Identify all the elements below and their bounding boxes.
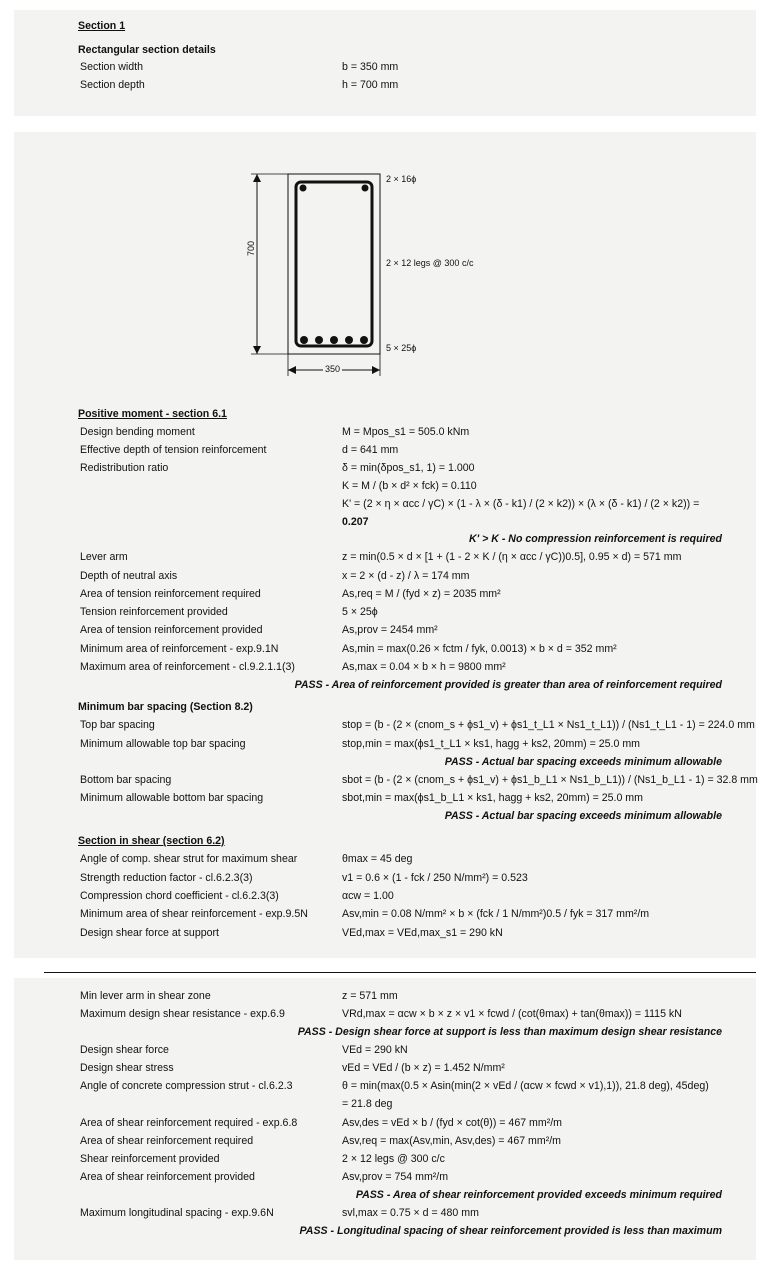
row-value: svl,max = 0.75 × d = 480 mm <box>342 1207 479 1219</box>
section-diagram <box>240 166 390 382</box>
row-label: Minimum allowable bottom bar spacing <box>80 792 264 804</box>
row-label: Shear reinforcement provided <box>80 1153 220 1165</box>
shear-link <box>296 182 372 346</box>
row-label: Area of shear reinforcement required - exp.6.8 <box>80 1117 298 1129</box>
tension-provided-row <box>80 604 740 620</box>
width-arrow-left <box>288 366 296 374</box>
row-value: M = Mpos_s1 = 505.0 kNm <box>342 426 470 438</box>
row-label: Compression chord coefficient - cl.6.2.3(3) <box>80 890 279 902</box>
row-label: Redistribution ratio <box>80 462 169 474</box>
row-value: 2 × 12 legs @ 300 c/c <box>342 1153 445 1165</box>
row-label: Area of shear reinforcement provided <box>80 1171 255 1183</box>
bottom-bar <box>330 336 338 344</box>
row-label: Section width <box>80 61 144 73</box>
row-label: Min lever arm in shear zone <box>80 990 211 1002</box>
min-lever-arm-row <box>80 988 740 1004</box>
as-req-row <box>80 586 740 602</box>
section1-subtitle: Rectangular section details <box>78 44 216 56</box>
row-value: stop,min = max(ϕs1_t_L1 × ks1, hagg + ks2, 20mm) = 25.0 mm <box>342 738 640 750</box>
row-value: vEd = VEd / (b × z) = 1.452 N/mm² <box>342 1062 505 1074</box>
bottom-min-spacing-row <box>80 790 740 806</box>
depth-arrow-bottom <box>253 346 261 354</box>
links-label: 2 × 12 legs @ 300 c/c <box>386 258 474 268</box>
chord-coeff-row <box>80 888 740 904</box>
row-value: δ = min(δpos_s1, 1) = 1.000 <box>342 462 475 474</box>
row-label: Strength reduction factor - cl.6.2.3(3) <box>80 872 253 884</box>
row-label: Design shear stress <box>80 1062 174 1074</box>
row-value: sbot = (b - (2 × (cnom_s + ϕs1_v) + ϕs1_b_L1 × Ns1_b_L1)) / (Ns1_b_L1 - 1) = 32.8 mm <box>342 774 758 786</box>
row-label: Design bending moment <box>80 426 195 438</box>
row-label: Maximum longitudinal spacing - exp.9.6N <box>80 1207 274 1219</box>
shear-title: Section in shear (section 6.2) <box>78 835 225 847</box>
row-value: αcw = 1.00 <box>342 890 394 902</box>
asv-min-row <box>80 906 740 922</box>
strut-angle-row <box>80 1078 740 1094</box>
row-value: VEd = 290 kN <box>342 1044 408 1056</box>
design-shear-force-row <box>80 1042 740 1058</box>
row-label: Angle of concrete compression strut - cl.6.2.3 <box>80 1080 293 1092</box>
row-value: As,max = 0.04 × b × h = 9800 mm² <box>342 661 506 673</box>
row-label: Area of tension reinforcement provided <box>80 624 263 636</box>
shear-reinf-verdict: PASS - Area of shear reinforcement provided exceeds minimum required <box>355 1189 722 1201</box>
bottom-bars-label: 5 × 25ϕ <box>386 343 417 353</box>
row-value: v1 = 0.6 × (1 - fck / 250 N/mm²) = 0.523 <box>342 872 528 884</box>
row-value: z = 571 mm <box>342 990 398 1002</box>
top-spacing-row <box>80 717 755 733</box>
as-prov-row <box>80 622 740 638</box>
effective-depth-row <box>80 442 740 458</box>
concrete-outline <box>288 174 380 354</box>
row-value: x = 2 × (d - z) / λ = 174 mm <box>342 570 470 582</box>
row-label: Maximum area of reinforcement - cl.9.2.1.1(3) <box>80 661 295 673</box>
row-label: Top bar spacing <box>80 719 155 731</box>
row-value: As,req = M / (fyd × z) = 2035 mm² <box>342 588 501 600</box>
top-spacing-verdict: PASS - Actual bar spacing exceeds minimum allowable <box>444 756 722 768</box>
theta-max-row <box>80 851 740 867</box>
row-label: Maximum design shear resistance - exp.6.9 <box>80 1008 285 1020</box>
row-label: Tension reinforcement provided <box>80 606 228 618</box>
row-value: As,min = max(0.26 × fctm / fyk, 0.0013) × b × d = 352 mm² <box>342 643 617 655</box>
k-dash-line2: 0.207 <box>342 516 369 528</box>
row-value: As,prov = 2454 mm² <box>342 624 438 636</box>
bottom-bar <box>360 336 368 344</box>
row-label: Minimum area of reinforcement - exp.9.1N <box>80 643 279 655</box>
row-label: Angle of comp. shear strut for maximum shear <box>80 853 298 865</box>
row-value: θ = min(max(0.5 × Asin(min(2 × vEd / (αcw × fcwd × v1),1)), 21.8 deg), 45deg) <box>342 1080 709 1092</box>
bottom-spacing-verdict: PASS - Actual bar spacing exceeds minimum allowable <box>444 810 722 822</box>
as-max-row <box>80 659 740 675</box>
k-verdict: K' > K - No compression reinforcement is required <box>468 533 722 545</box>
row-value: Asv,req = max(Asv,min, Asv,des) = 467 mm²/m <box>342 1135 561 1147</box>
top-min-spacing-row <box>80 736 740 752</box>
strength-reduction-row <box>80 870 740 886</box>
row-label: Minimum area of shear reinforcement - exp.9.5N <box>80 908 308 920</box>
section1-card <box>14 10 756 116</box>
as-min-row <box>80 641 740 657</box>
asv-prov-row <box>80 1169 740 1185</box>
page-break-line <box>44 972 756 973</box>
row-value: stop = (b - (2 × (cnom_s + ϕs1_v) + ϕs1_t_L1 × Ns1_t_L1)) / (Ns1_t_L1 - 1) = 224.0 mm <box>342 719 755 731</box>
top-bar <box>300 185 307 192</box>
row-label: Design shear force <box>80 1044 169 1056</box>
moment-row <box>80 424 740 440</box>
neutral-axis-row <box>80 568 740 584</box>
max-long-spacing-row <box>80 1205 740 1221</box>
asv-req-row <box>80 1133 740 1149</box>
row-value: θmax = 45 deg <box>342 853 413 865</box>
row-value: Asv,min = 0.08 N/mm² × b × (fck / 1 N/mm²)0.5 / fyk = 317 mm²/m <box>342 908 650 920</box>
row-value: 5 × 25ϕ <box>342 606 378 618</box>
k-dash-line1: K' = (2 × η × αcc / γC) × (1 - λ × (δ - k1) / (2 × k2)) × (λ × (δ - k1) / (2 × k2)) = <box>342 498 700 510</box>
bar-spacing-title: Minimum bar spacing (Section 8.2) <box>78 701 253 713</box>
redistribution-row <box>80 460 740 476</box>
asv-des-row <box>80 1115 740 1131</box>
row-label: Depth of neutral axis <box>80 570 178 582</box>
section-depth-row <box>80 77 740 93</box>
row-label: Design shear force at support <box>80 927 219 939</box>
row-value: VRd,max = αcw × b × z × v1 × fcwd / (cot(θmax) + tan(θmax)) = 1115 kN <box>342 1008 682 1020</box>
shear-reinf-provided-row <box>80 1151 740 1167</box>
long-spacing-verdict: PASS - Longitudinal spacing of shear reinforcement provided is less than maximum <box>299 1225 722 1237</box>
row-label: Area of shear reinforcement required <box>80 1135 254 1147</box>
depth-arrow-top <box>253 174 261 182</box>
design-shear-support-row <box>80 925 740 941</box>
row-value: d = 641 mm <box>342 444 399 456</box>
k-value: K = M / (b × d² × fck) = 0.110 <box>342 480 477 492</box>
bottom-spacing-row <box>80 772 758 788</box>
row-label: Section depth <box>80 79 145 91</box>
row-label: Area of tension reinforcement required <box>80 588 261 600</box>
row-value: Asv,des = vEd × b / (fyd × cot(θ)) = 467 mm²/m <box>342 1117 562 1129</box>
bottom-bar <box>315 336 323 344</box>
bottom-bar <box>345 336 353 344</box>
row-value: b = 350 mm <box>342 61 399 73</box>
strut-angle-result: = 21.8 deg <box>342 1098 393 1110</box>
top-bar <box>362 185 369 192</box>
row-value: h = 700 mm <box>342 79 399 91</box>
row-label: Bottom bar spacing <box>80 774 172 786</box>
row-label: Minimum allowable top bar spacing <box>80 738 246 750</box>
positive-moment-title: Positive moment - section 6.1 <box>78 408 227 420</box>
lever-arm-row <box>80 549 740 565</box>
reinforcement-verdict: PASS - Area of reinforcement provided is greater than area of reinforcement required <box>294 679 722 691</box>
shear-resistance-verdict: PASS - Design shear force at support is less than maximum design shear resistance <box>297 1026 722 1038</box>
section-width-row <box>80 59 740 75</box>
top-bars-label: 2 × 16ϕ <box>386 174 417 184</box>
row-value: sbot,min = max(ϕs1_b_L1 × ks1, hagg + ks2, 20mm) = 25.0 mm <box>342 792 643 804</box>
row-value: VEd,max = VEd,max_s1 = 290 kN <box>342 927 503 939</box>
section1-title: Section 1 <box>78 20 126 32</box>
row-label: Lever arm <box>80 551 128 563</box>
row-value: Asv,prov = 754 mm²/m <box>342 1171 449 1183</box>
row-label: Effective depth of tension reinforcement <box>80 444 267 456</box>
vrd-max-row <box>80 1006 740 1022</box>
width-arrow-right <box>372 366 380 374</box>
width-dimension-label: 350 <box>325 364 341 374</box>
design-shear-stress-row <box>80 1060 740 1076</box>
row-value: z = min(0.5 × d × [1 + (1 - 2 × K / (η × αcc / γC))0.5], 0.95 × d) = 571 mm <box>342 551 682 563</box>
bottom-bar <box>300 336 308 344</box>
depth-dimension-label: 700 <box>246 240 256 256</box>
